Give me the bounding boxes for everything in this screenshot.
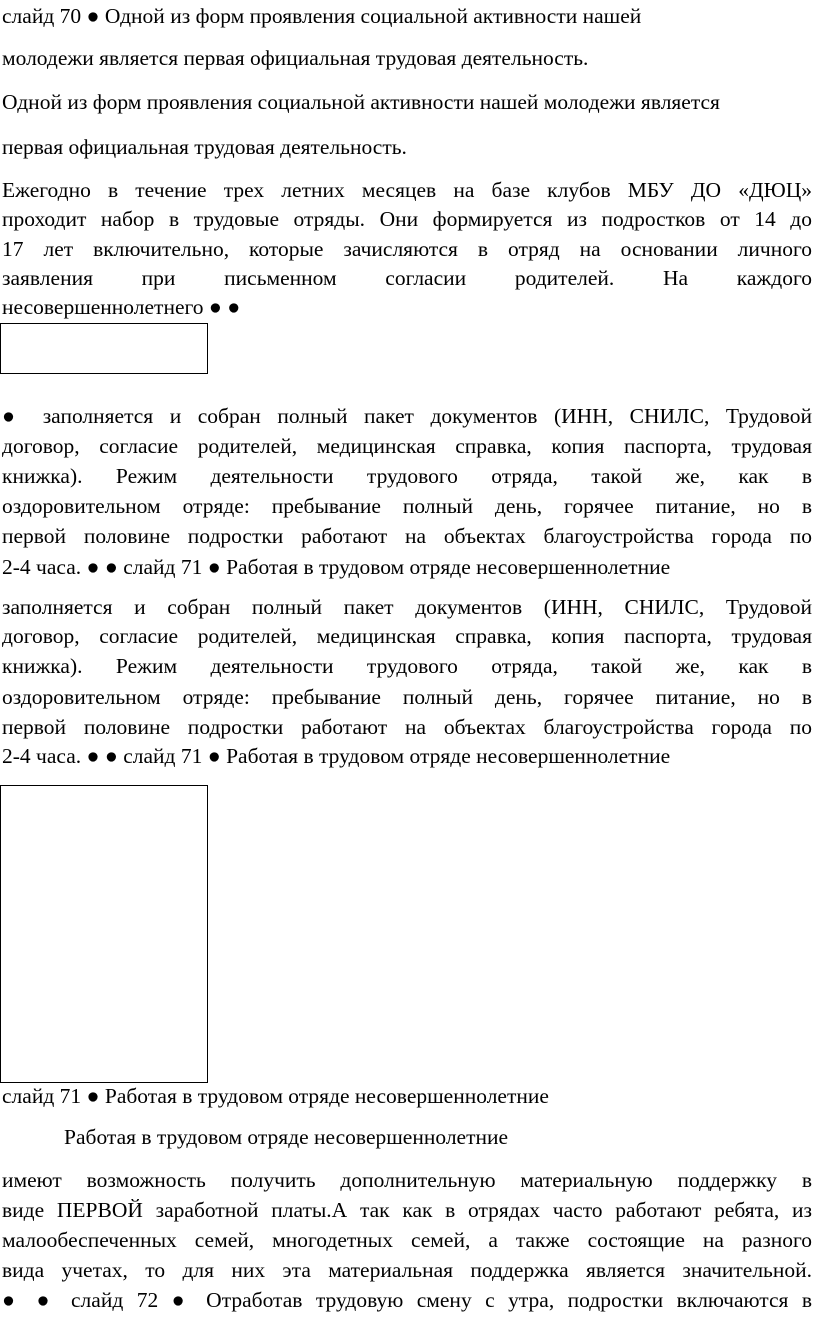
text-line: договор, согласие родителей, медицинская справка, копия паспорта, трудовая [2, 624, 812, 648]
text-line: молодежи является первая официальная трудовая деятельность. [2, 46, 589, 70]
text-line: оздоровительном отряде: пребывание полный день, горячее питание, но в [2, 685, 812, 709]
text-line: книжка). Режим деятельности трудового отряда, такой же, как в [2, 654, 812, 678]
text-line: первая официальная трудовая деятельность. [2, 135, 407, 159]
text-line: несовершеннолетнего ● ● [2, 295, 241, 319]
text-line: ● заполняется и собран полный пакет документов (ИНН, СНИЛС, Трудовой [2, 404, 812, 428]
text-line: Работая в трудовом отряде несовершеннолетние [64, 1125, 509, 1149]
text-line: вида учетах, то для них эта материальная поддержка является значительной. [2, 1258, 812, 1282]
text-line: заявления при письменном согласии родителей. На каждого [2, 266, 812, 290]
text-line: виде ПЕРВОЙ заработной платы.А так как в отрядах часто работают ребята, из [2, 1198, 812, 1222]
text-line: 2-4 часа. ● ● слайд 71 ● Работая в трудовом отряде несовершеннолетние [2, 555, 671, 579]
text-line: 17 лет включительно, которые зачисляются в отряд на основании личного [2, 237, 812, 261]
image-placeholder [0, 323, 208, 374]
text-line: первой половине подростки работают на объектах благоустройства города по [2, 715, 812, 739]
text-line: слайд 70 ● Одной из форм проявления социальной активности нашей [2, 4, 642, 28]
text-line: книжка). Режим деятельности трудового отряда, такой же, как в [2, 464, 812, 488]
text-line: договор, согласие родителей, медицинская справка, копия паспорта, трудовая [2, 434, 812, 458]
text-line: оздоровительном отряде: пребывание полный день, горячее питание, но в [2, 494, 812, 518]
text-line: проходит набор в трудовые отряды. Они формируется из подростков от 14 до [2, 207, 812, 231]
text-line: имеют возможность получить дополнительную материальную поддержку в [2, 1168, 812, 1192]
text-line: малообеспеченных семей, многодетных семей, а также состоящие на разного [2, 1228, 812, 1252]
text-line: 2-4 часа. ● ● слайд 71 ● Работая в трудовом отряде несовершеннолетние [2, 744, 671, 768]
text-line: заполняется и собран полный пакет документов (ИНН, СНИЛС, Трудовой [2, 595, 812, 619]
text-line: первой половине подростки работают на объектах благоустройства города по [2, 524, 812, 548]
text-line: слайд 71 ● Работая в трудовом отряде несовершеннолетние [2, 1084, 549, 1108]
text-line: ● ● слайд 72 ● Отработав трудовую смену с утра, подростки включаются в [2, 1288, 812, 1312]
text-line: Ежегодно в течение трех летних месяцев на базе клубов МБУ ДО «ДЮЦ» [2, 178, 812, 202]
text-line: Одной из форм проявления социальной активности нашей молодежи является [2, 90, 720, 114]
image-placeholder [0, 785, 208, 1083]
